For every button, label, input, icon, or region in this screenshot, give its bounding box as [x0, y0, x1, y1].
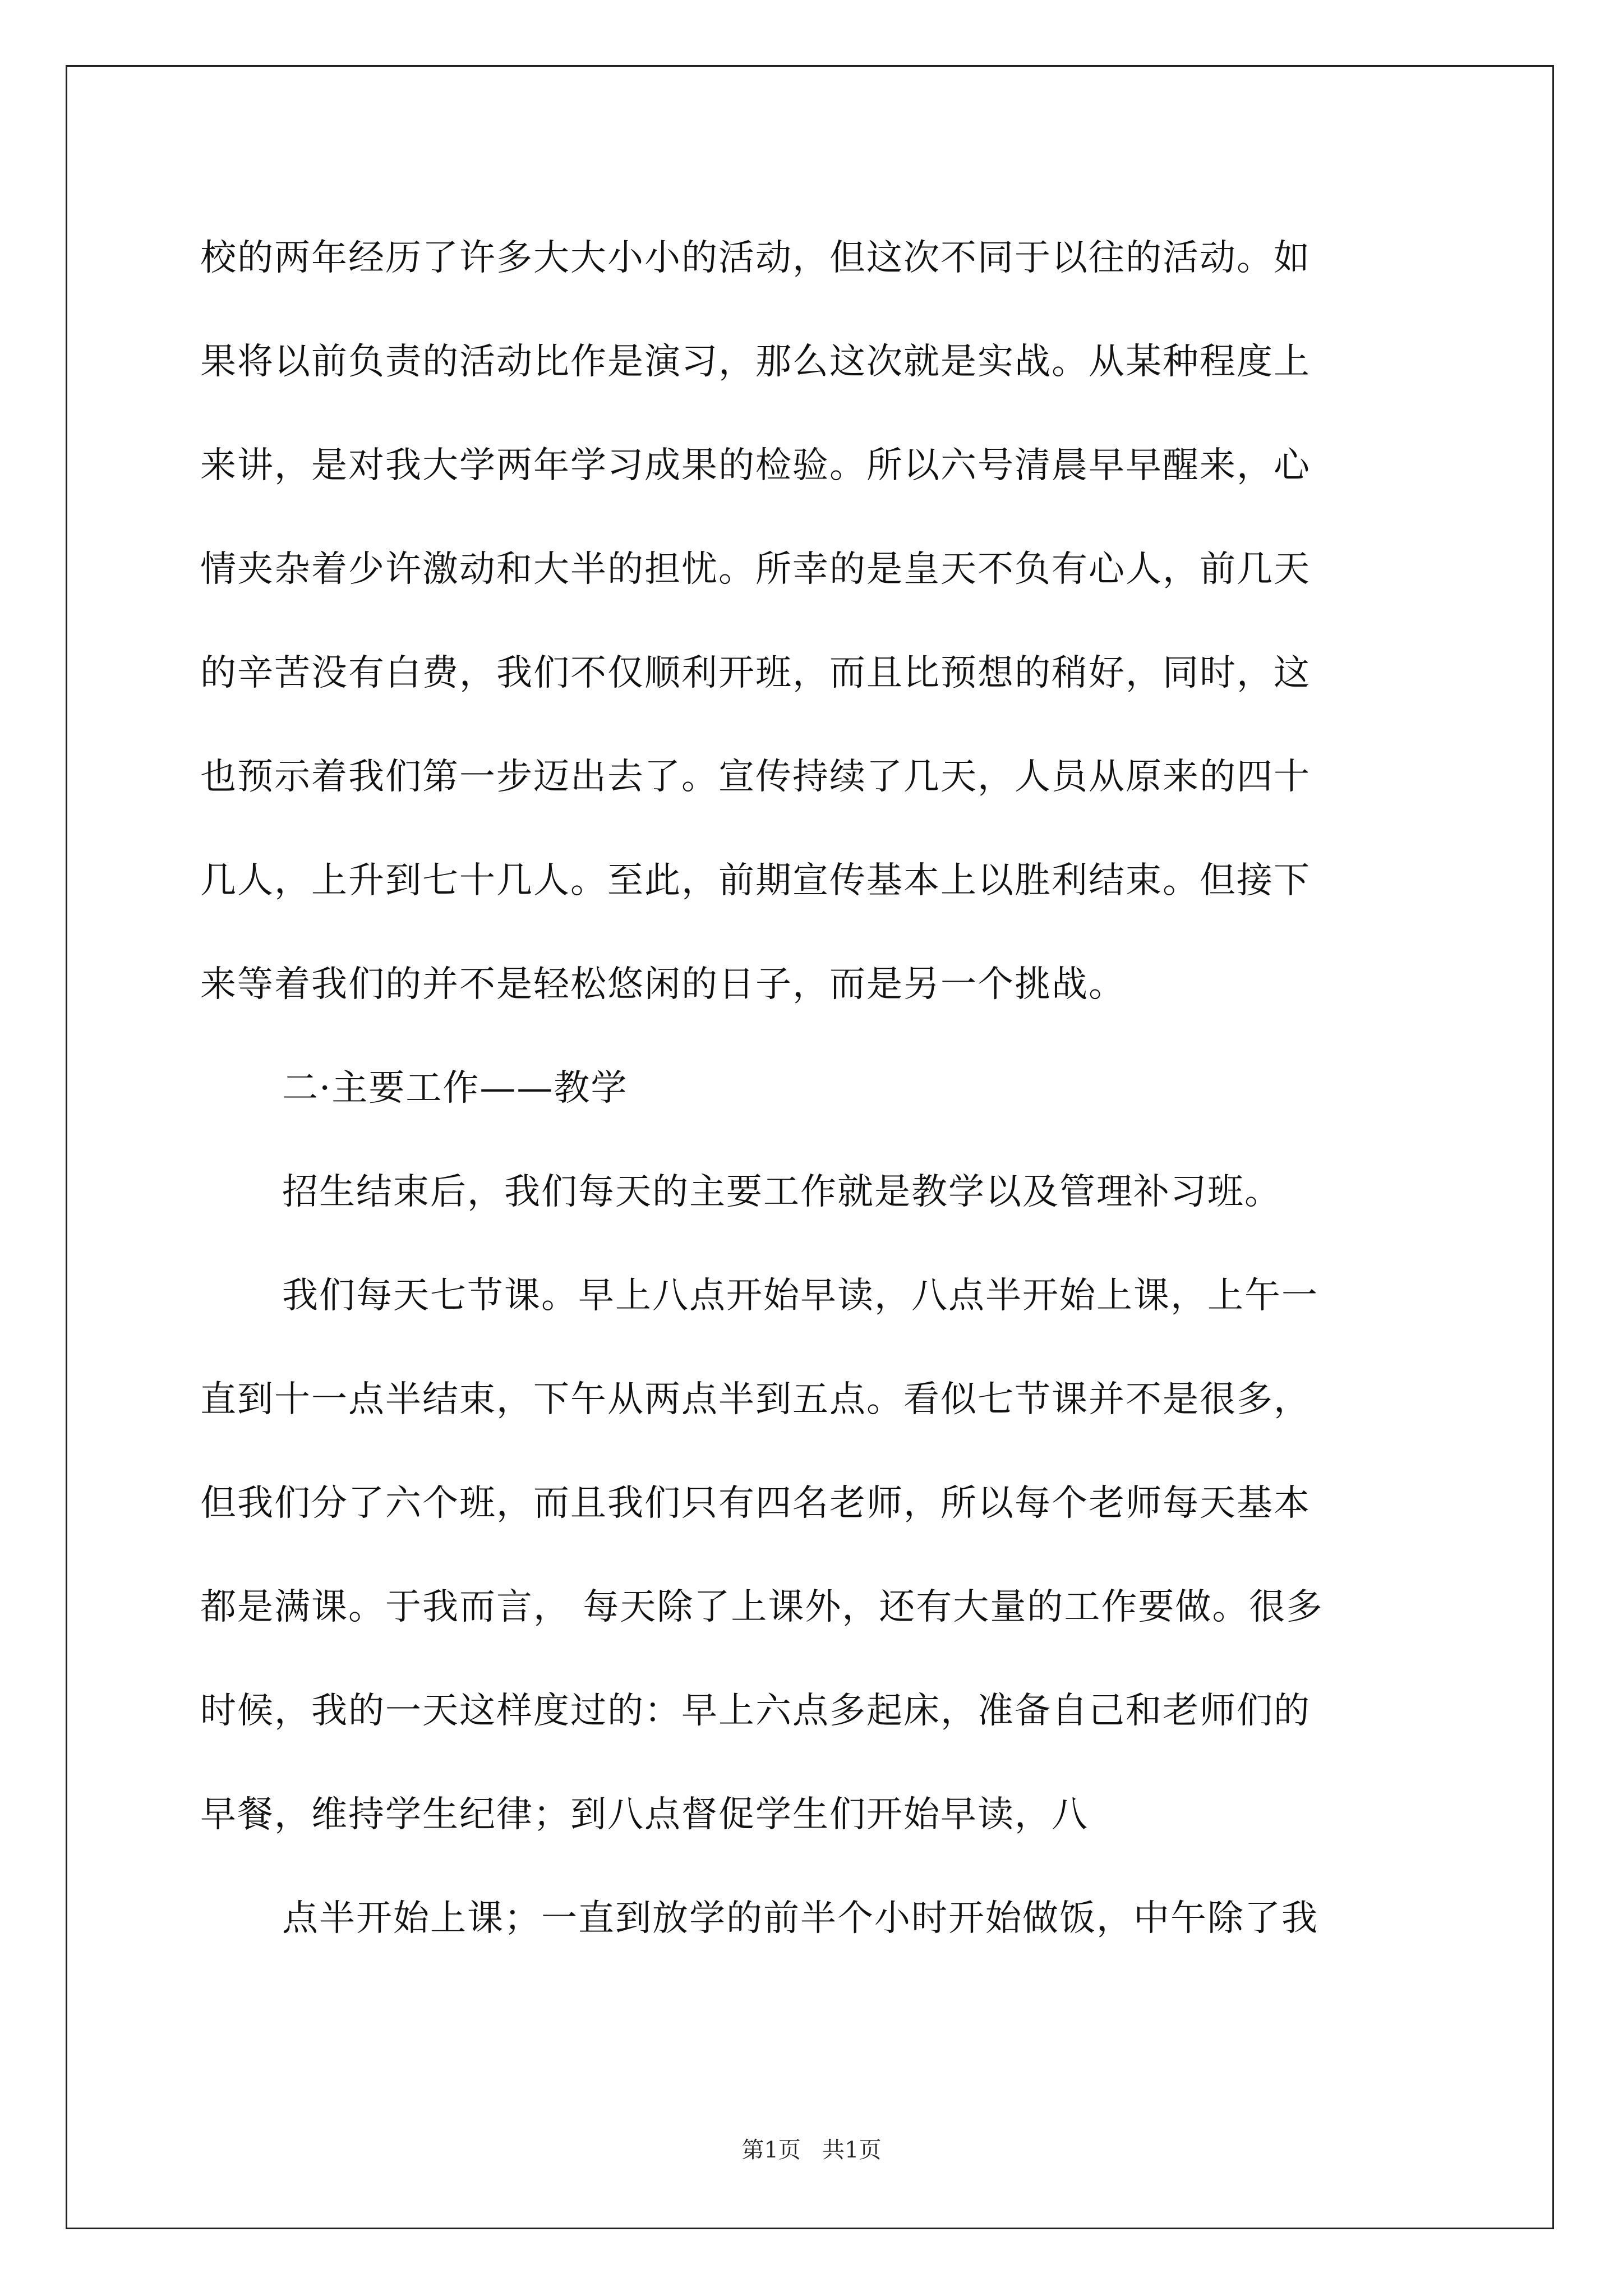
paragraph-line: 都是满课。于我而言， 每天除了上课外，还有大量的工作要做。很多: [200, 1586, 1324, 1628]
section-heading: 二·主要工作——教学: [282, 1068, 628, 1109]
paragraph-line: 也预示着我们第一步迈出去了。宣传持续了几天，人员从原来的四十: [200, 756, 1311, 798]
paragraph-line: 点半开始上课；一直到放学的前半个小时开始做饭，中午除了我: [282, 1898, 1318, 1939]
paragraph-line: 但我们分了六个班，而且我们只有四名老师，所以每个老师每天基本: [200, 1483, 1311, 1524]
paragraph-line: 时候，我的一天这样度过的：早上六点多起床，准备自己和老师们的: [200, 1690, 1311, 1732]
paragraph-line: 的辛苦没有白费，我们不仅顺利开班，而且比预想的稍好，同时，这: [200, 652, 1311, 694]
paragraph-line: 来讲，是对我大学两年学习成果的检验。所以六号清晨早早醒来，心: [200, 445, 1311, 486]
paragraph-line: 几人，上升到七十几人。至此，前期宣传基本上以胜利结束。但接下: [200, 860, 1311, 901]
paragraph-line: 校的两年经历了许多大大小小的活动，但这次不同于以往的活动。如: [200, 237, 1311, 279]
paragraph-line: 招生结束后，我们每天的主要工作就是教学以及管理补习班。: [282, 1171, 1281, 1213]
paragraph-line: 果将以前负责的活动比作是演习，那么这次就是实战。从某种程度上: [200, 341, 1311, 383]
paragraph-line: 早餐，维持学生纪律；到八点督促学生们开始早读，八: [200, 1794, 1089, 1835]
paragraph-line: 直到十一点半结束，下午从两点半到五点。看似七节课并不是很多，: [200, 1379, 1311, 1420]
paragraph-line: 来等着我们的并不是轻松悠闲的日子，而是另一个挑战。: [200, 964, 1126, 1005]
paragraph-line: 情夹杂着少许激动和大半的担忧。所幸的是皇天不负有心人，前几天: [200, 549, 1311, 590]
page-number-footer: 第1页 共1页: [741, 2137, 882, 2163]
paragraph-line: 我们每天七节课。早上八点开始早读，八点半开始上课，上午一: [282, 1275, 1318, 1317]
